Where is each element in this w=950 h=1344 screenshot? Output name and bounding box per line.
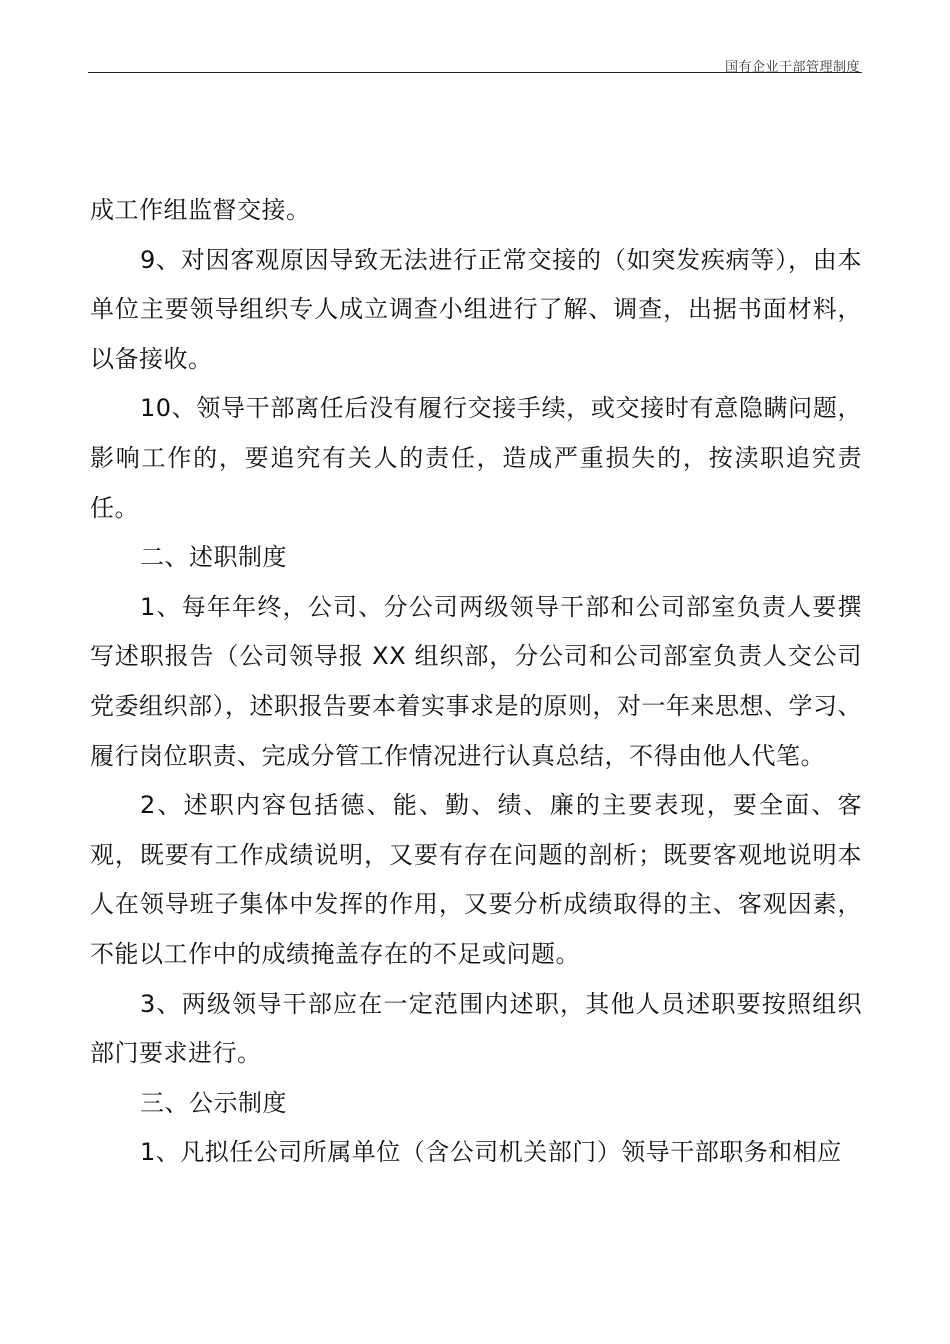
paragraph: 2、述职内容包括德、能、勤、绩、廉的主要表现，要全面、客观，既要有工作成绩说明，又要有存在问题的剖析；既要客观地说明本人在领导班子集体中发挥的作用，又要分析成绩取得的主、客观因素，不能以工作中的成绩掩盖存在的不足或问题。 bbox=[90, 791, 862, 968]
header-title: 国有企业干部管理制度 bbox=[724, 60, 860, 75]
paragraph: 成工作组监督交接。 bbox=[90, 196, 311, 224]
paragraph: 3、两级领导干部应在一定范围内述职，其他人员述职要按照组织部门要求进行。 bbox=[90, 989, 862, 1068]
section-heading: 二、述职制度 bbox=[140, 543, 287, 572]
paragraph: 9、对因客观原因导致无法进行正常交接的（如突发疾病等），由本单位主要领导组织专人成立调查小组进行了解、调查，出据书面材料，以备接收。 bbox=[90, 245, 862, 373]
paragraph: 10、领导干部离任后没有履行交接手续，或交接时有意隐瞒问题，影响工作的，要追究有关人的责任，造成严重损失的，按渎职追究责任。 bbox=[90, 394, 862, 522]
page-header bbox=[88, 52, 862, 73]
paragraph: 1、每年年终，公司、分公司两级领导干部和公司部室负责人要撰写述职报告（公司领导报 XX 组织部，分公司和公司部室负责人交公司党委组织部），述职报告要本着实事求是的原则，对一年来思想、学习、履行岗位职责、完成分管工作情况进行认真总结，不得由他人代笔。 bbox=[90, 592, 862, 770]
paragraph: 1、凡拟任公司所属单位（含公司机关部门）领导干部职务和相应 bbox=[140, 1138, 842, 1167]
section-heading: 三、公示制度 bbox=[140, 1088, 287, 1117]
document-body bbox=[90, 186, 862, 1178]
